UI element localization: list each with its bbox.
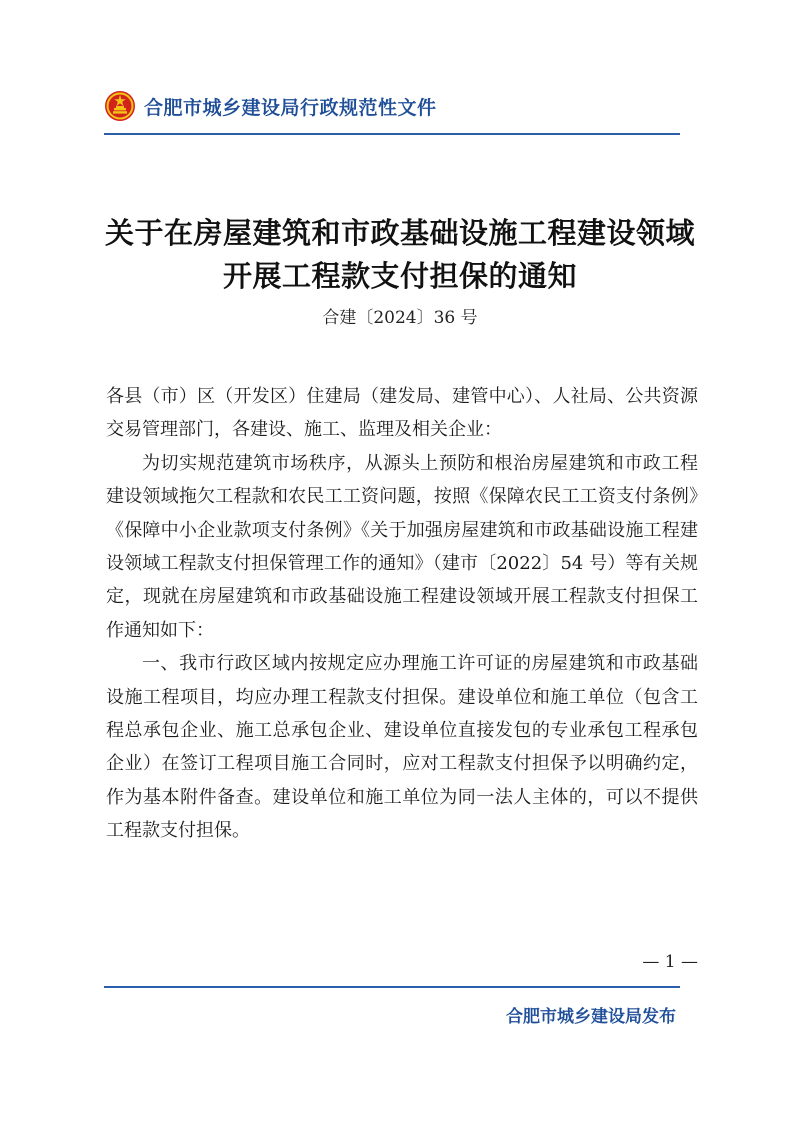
section-one-paragraph: 一、我市行政区域内按规定应办理施工许可证的房屋建筑和市政基础设施工程项目，均应办理工程款支付担保。建设单位和施工单位（包含工程总承包企业、施工总承包企业、建设单位直接发包的专业承包工程承包企业）在签订工程项目施工合同时，应对工程款支付担保予以明确约定，作为基本附件备查。建设单位和施工单位为同一法人主体的，可以不提供工程款支付担保。 bbox=[106, 653, 698, 842]
document-title-line-2: 开展工程款支付担保的通知 bbox=[222, 259, 577, 293]
addressee-paragraph: 各县（市）区（开发区）住建局（建发局、建管中心）、人社局、公共资源交易管理部门，各建设、施工、监理及相关企业： bbox=[106, 386, 698, 441]
document-header bbox=[104, 88, 437, 124]
document-number: 合建〔2024〕36 号 bbox=[322, 308, 478, 328]
document-title bbox=[104, 212, 696, 298]
page-number: — 1 — bbox=[642, 952, 698, 972]
footer-divider bbox=[104, 986, 680, 988]
header-title: 合肥市城乡建设局行政规范性文件 bbox=[144, 96, 437, 119]
header-divider bbox=[104, 133, 680, 135]
intro-paragraph: 为切实规范建筑市场秩序，从源头上预防和根治房屋建筑和市政工程建设领域拖欠工程款和农民工工资问题，按照《保障农民工工资支付条例》《保障中小企业款项支付条例》《关于加强房屋建筑和市政基础设施工程建设领域工程款支付担保管理工作的通知》（建市〔2022〕54 号）等有关规定，现就在房屋建筑和市政基础设施工程建设领域开展工程款支付担保工作通知如下： bbox=[106, 452, 698, 641]
national-emblem-icon bbox=[104, 90, 136, 122]
document-body bbox=[106, 380, 698, 848]
document-title-line-1: 关于在房屋建筑和市政基础设施工程建设领域 bbox=[104, 216, 695, 250]
publisher-label: 合肥市城乡建设局发布 bbox=[506, 1007, 676, 1027]
